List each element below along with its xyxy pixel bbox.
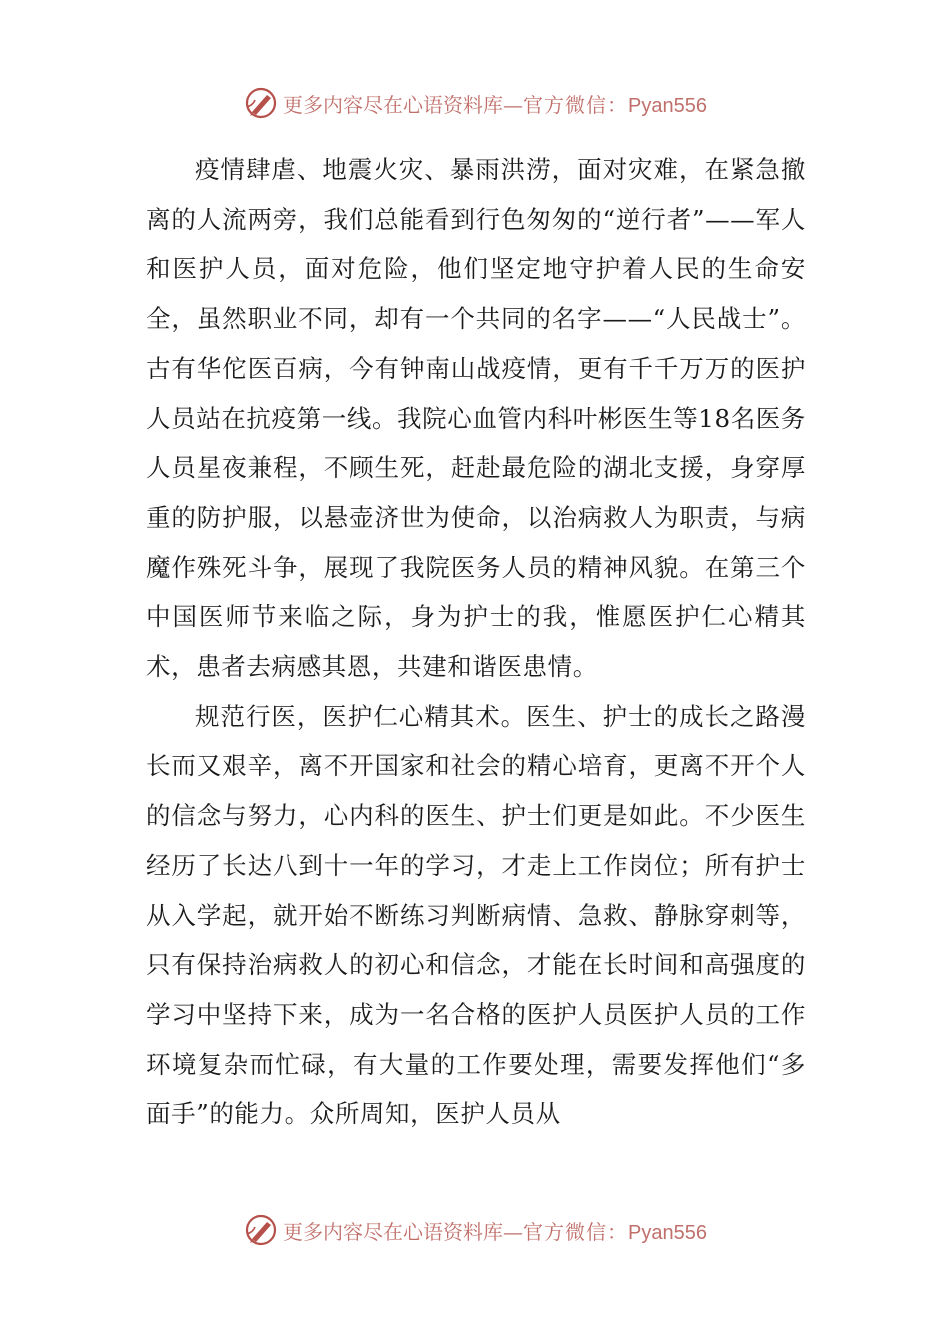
paragraph-1: 疫情肆虐、地震火灾、暴雨洪涝，面对灾难，在紧急撤离的人流两旁，我们总能看到行色匆匆的“逆行者”——军人和医护人员，面对危险，他们坚定地守护着人民的生命安全，虽然职业不同，却有一个共同的名字——“人民战士”。古有华佗医百病，今有钟南山战疫情，更有千千万万的医护人员站在抗疫第一线。我院心血管内科叶彬医生等18名医务人员星夜兼程，不顾生死，赶赴最危险的湖北支援，身穿厚重的防护服，以悬壶济世为使命，以治病救人为职责，与病魔作殊死斗争，展现了我院医务人员的精神风貌。在第三个中国医师节来临之际，身为护士的我，惟愿医护仁心精其术，患者去病感其恩，共建和谐医患情。 (146, 155, 806, 682)
paragraph-2: 规范行医，医护仁心精其术。医生、护士的成长之路漫长而又艰辛，离不开国家和社会的精心培育，更离不开个人的信念与努力，心内科的医生、护士们更是如此。不少医生经历了长达八到十一年的学习，才走上工作岗位；所有护士从入学起，就开始不断练习判断病情、急救、静脉穿刺等，只有保持治病救人的初心和信念，才能在长时间和高强度的学习中坚持下来，成为一名合格的医护人员医护人员的工作环境复杂而忙碌，有大量的工作要处理，需要发挥他们“多面手”的能力。众所周知，医护人员从 (146, 701, 806, 1129)
wechat-id: Pyan556 (628, 1221, 707, 1244)
wechat-label: 官方微信： (523, 92, 629, 117)
wechat-label: 官方微信： (523, 1219, 629, 1244)
wechat-id: Pyan556 (628, 94, 707, 117)
banner-text: 更多内容尽在心语资料库— (283, 92, 524, 117)
pen-circle-icon (243, 85, 279, 121)
header-banner (0, 83, 950, 123)
footer-banner (0, 1210, 950, 1250)
pen-circle-icon (243, 1212, 279, 1248)
article-body (146, 145, 806, 1139)
banner-text: 更多内容尽在心语资料库— (283, 1219, 524, 1244)
